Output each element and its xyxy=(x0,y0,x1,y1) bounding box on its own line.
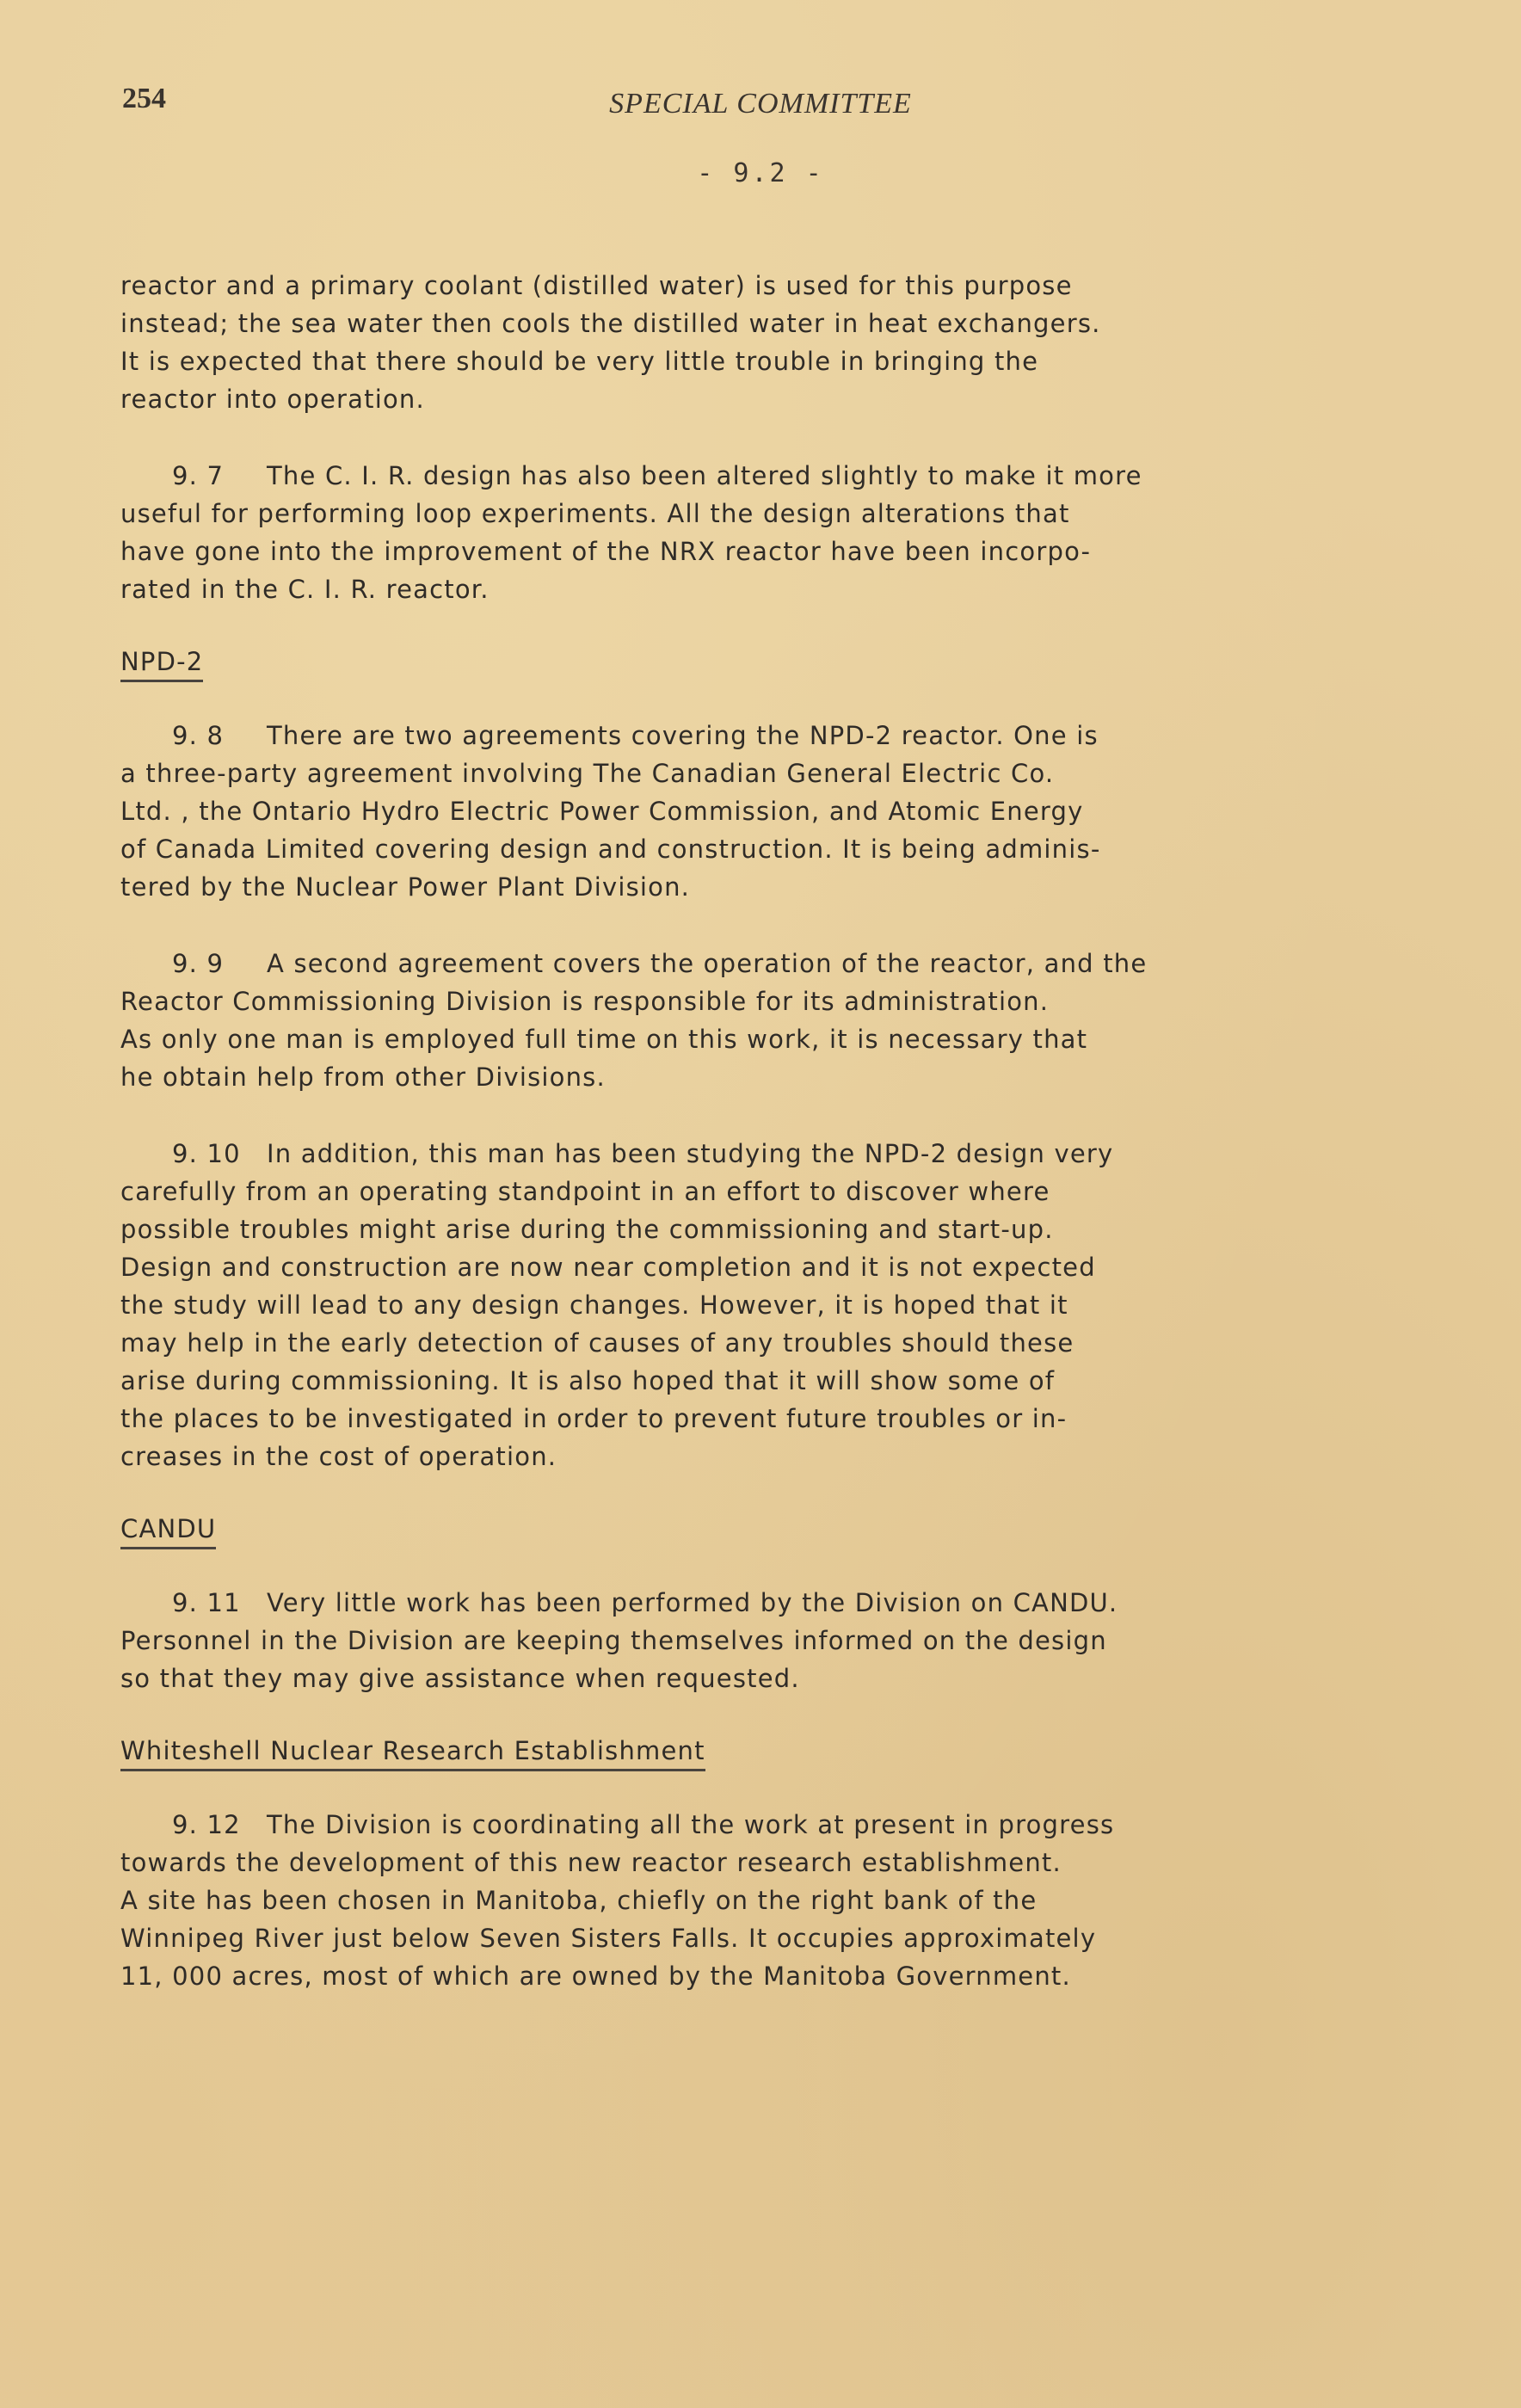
paragraph-number: 9. 7 xyxy=(172,461,225,490)
heading-whiteshell: Whiteshell Nuclear Research Establishment xyxy=(120,1736,705,1771)
section-marker: - 9.2 - xyxy=(697,158,824,188)
paragraph-text: Very little work has been performed by the Division on CANDU. Personnel in the Division are keeping themselves informed on the design so that they may give assistance when requested. xyxy=(120,1588,1118,1693)
paragraph-9-12 xyxy=(120,1806,1359,1995)
document-body xyxy=(120,267,1359,2034)
paragraph-number: 9. 11 xyxy=(172,1588,241,1617)
paragraph-number: 9. 9 xyxy=(172,949,225,978)
heading-npd2: NPD-2 xyxy=(120,647,203,682)
paragraph-9-8 xyxy=(120,717,1359,906)
paragraph-text: The C. I. R. design has also been altered slightly to make it more useful for performing loop experiments. All the design alterations that have gone into the improvement of the NRX reactor have been incorpo- rated in the C. I. R. reactor. xyxy=(120,461,1142,604)
paragraph-text: In addition, this man has been studying the NPD-2 design very carefully from an operating standpoint in an effort to discover where possible troubles might arise during the commissioning and start-up. Design and construction are now near completion and it is not expected the study will lead to any design changes. However, it is hoped that it may help in the early detection of causes of any troubles should these arise during commissioning. It is also hoped that it will show some of the places to be investigated in order to prevent future troubles or in- creases in the cost of operation. xyxy=(120,1139,1114,1471)
paragraph-9-10 xyxy=(120,1135,1359,1475)
paragraph-text: A second agreement covers the operation of the reactor, and the Reactor Commissioning Division is responsible for its administration. As only one man is employed full time on this work, it is necessary that he obtain help from other Divisions. xyxy=(120,949,1148,1092)
running-header: SPECIAL COMMITTEE xyxy=(609,88,912,120)
paragraph-9-11 xyxy=(120,1584,1359,1697)
paragraph-text: The Division is coordinating all the work at present in progress towards the development of this new reactor research establishment. A site has been chosen in Manitoba, chiefly on the right bank of the Winnipeg River just below Seven Sisters Falls. It occupies approximately 11, 000 acres, most of which are owned by the Manitoba Government. xyxy=(120,1810,1115,1991)
paragraph-continuation: reactor and a primary coolant (distilled water) is used for this purpose instead; the sea water then cools the distilled water in heat exchangers. It is expected that there should be very little trouble in bringing the reactor into operation. xyxy=(120,271,1101,414)
paragraph-9-7 xyxy=(120,457,1359,608)
paragraph-9-9 xyxy=(120,945,1359,1096)
paragraph-number: 9. 12 xyxy=(172,1810,241,1839)
paragraph-number: 9. 8 xyxy=(172,721,225,750)
paragraph-number: 9. 10 xyxy=(172,1139,241,1168)
page-number: 254 xyxy=(122,83,166,114)
heading-candu: CANDU xyxy=(120,1514,216,1549)
paragraph-text: There are two agreements covering the NPD-2 reactor. One is a three-party agreement involving The Canadian General Electric Co. Ltd. , the Ontario Hydro Electric Power Commission, and Atomic Energy of Canada Limited covering design and construction. It is being adminis- tered by the Nuclear Power Plant Division. xyxy=(120,721,1101,902)
